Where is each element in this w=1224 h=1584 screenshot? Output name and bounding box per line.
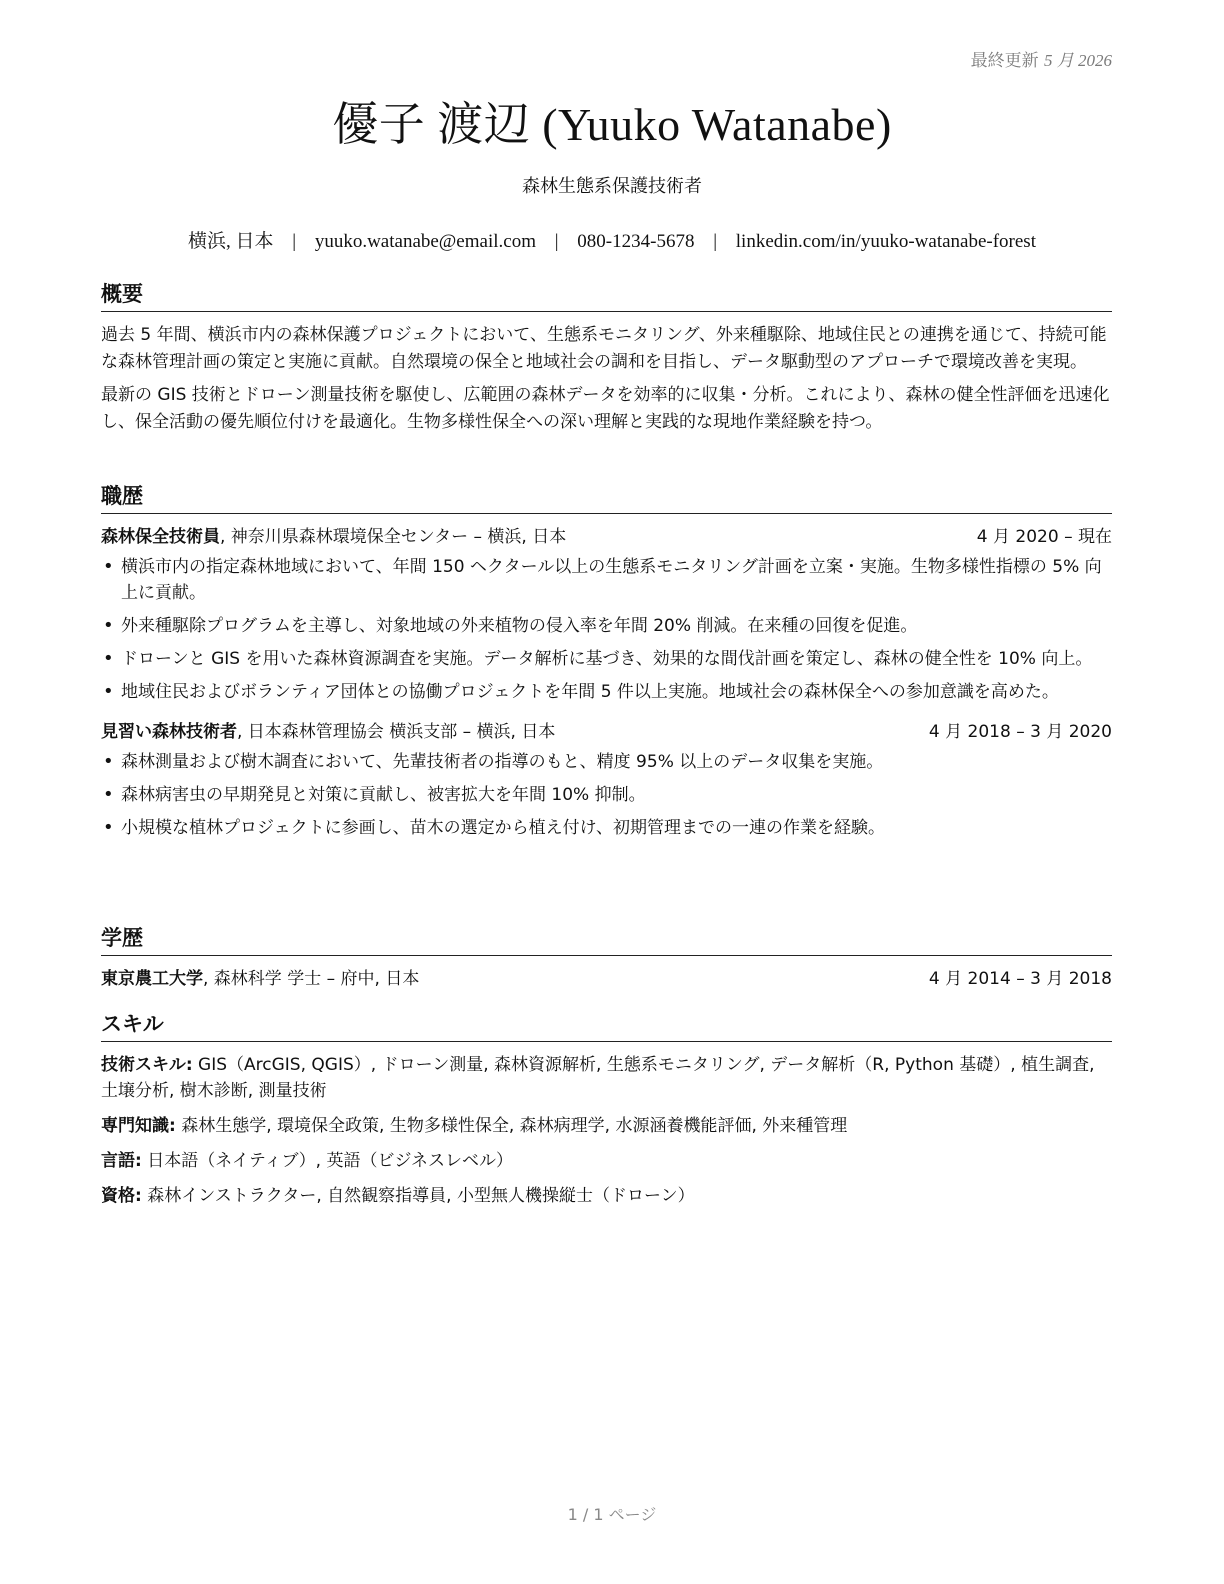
last-updated — [971, 46, 1112, 71]
job-entry — [101, 719, 1112, 841]
skill-value: 日本語（ネイティブ）, 英語（ビジネスレベル） — [141, 1151, 513, 1171]
job-bullet: • 小規模な植林プロジェクトに参画し、苗木の選定から植え付け、初期管理までの一連の作業を経験。 — [101, 815, 1112, 841]
contact-linkedin[interactable]: linkedin.com/in/yuuko-watanabe-forest — [735, 231, 1036, 252]
job-bullet: • 外来種駆除プログラムを主導し、対象地域の外来植物の侵入率を年間 20% 削減。在来種の回復を促進。 — [101, 613, 1112, 639]
job-bullet: • 横浜市内の指定森林地域において、年間 150 ヘクタール以上の生態系モニタリング計画を立案・実施。生物多様性指標の 5% 向上に貢献。 — [101, 554, 1112, 606]
contact-phone: 080-1234-5678 — [577, 231, 695, 252]
job-bullets — [101, 554, 1112, 705]
section-title-skills: スキル — [101, 1008, 1112, 1042]
skill-line — [101, 1148, 1112, 1174]
summary-paragraph: 過去 5 年間、横浜市内の森林保護プロジェクトにおいて、生態系モニタリング、外来種駆除、地域住民との連携を通じて、持続可能な森林管理計画の策定と実施に貢献。自然環境の保全と地域社会の調和を目指し、データ駆動型のアプローチで環境改善を実現。 — [101, 325, 1107, 372]
job-header — [101, 524, 1112, 550]
job-organization: , 日本森林管理協会 横浜支部 – 横浜, 日本 — [237, 722, 556, 742]
job-bullet: • 森林病害虫の早期発見と対策に貢献し、被害拡大を年間 10% 抑制。 — [101, 782, 1112, 808]
job-bullet: • 森林測量および樹木調査において、先輩技術者の指導のもと、精度 95% 以上のデータ収集を実施。 — [101, 749, 1112, 775]
skill-line — [101, 1113, 1112, 1139]
page-number: 1 / 1 ページ — [567, 1505, 657, 1524]
summary-section — [101, 278, 1112, 442]
job-bullet: • 地域住民およびボランティア団体との協働プロジェクトを年間 5 件以上実施。地域社会の森林保全への参加意識を高めた。 — [101, 679, 1112, 705]
education-school: 東京農工大学 — [101, 969, 203, 989]
skill-label: 言語: — [101, 1151, 142, 1171]
job-dates: 4 月 2018 – 3 月 2020 — [928, 722, 1112, 742]
job-bullet: • ドローンと GIS を用いた森林資源調査を実施。データ解析に基づき、効果的な間伐計画を策定し、森林の健全性を 10% 向上。 — [101, 646, 1112, 672]
education-section — [101, 922, 1112, 996]
skill-label: 技術スキル: — [101, 1055, 193, 1075]
contact-separator: | — [554, 231, 559, 252]
job-role: 森林保全技術員 — [101, 527, 220, 547]
education-detail: , 森林科学 学士 – 府中, 日本 — [203, 969, 420, 989]
contact-separator: | — [292, 231, 297, 252]
section-title-experience: 職歴 — [101, 480, 1112, 514]
experience-section — [101, 480, 1112, 848]
skill-label: 資格: — [101, 1186, 142, 1206]
skill-line — [101, 1183, 1112, 1209]
last-updated-date: 5 月 2026 — [1044, 51, 1112, 70]
section-title-summary: 概要 — [101, 278, 1112, 312]
skills-section — [101, 1008, 1112, 1218]
job-entry — [101, 524, 1112, 705]
skill-value: 森林生態学, 環境保全政策, 生物多様性保全, 森林病理学, 水源涵養機能評価, 外来種管理 — [175, 1116, 848, 1136]
job-role: 見習い森林技術者 — [101, 722, 237, 742]
education-dates: 4 月 2014 – 3 月 2018 — [928, 969, 1112, 989]
skill-label: 専門知識: — [101, 1116, 176, 1136]
last-updated-label: 最終更新 — [970, 51, 1039, 71]
summary-paragraph: 最新の GIS 技術とドローン測量技術を駆使し、広範囲の森林データを効率的に収集・分析。これにより、森林の健全性評価を迅速化し、保全活動の優先順位付けを最適化。生物多様性保全への深い理解と実践的な現地作業経験を持つ。 — [101, 385, 1110, 432]
job-header — [101, 719, 1112, 745]
job-organization: , 神奈川県森林環境保全センター – 横浜, 日本 — [220, 527, 567, 547]
skill-value: 森林インストラクター, 自然観察指導員, 小型無人機操縦士（ドローン） — [141, 1186, 695, 1206]
job-bullets — [101, 749, 1112, 841]
contact-location: 横浜, 日本 — [188, 231, 274, 252]
candidate-name: 優子 渡辺 (Yuuko Watanabe) — [332, 99, 892, 150]
contact-line — [0, 226, 1224, 253]
section-title-education: 学歴 — [101, 922, 1112, 956]
skill-line — [101, 1052, 1112, 1104]
contact-email[interactable]: yuuko.watanabe@email.com — [314, 231, 536, 252]
contact-separator: | — [713, 231, 718, 252]
job-title: 森林生態系保護技術者 — [522, 176, 702, 197]
job-dates: 4 月 2020 – 現在 — [976, 527, 1112, 547]
skill-value: GIS（ArcGIS, QGIS）, ドローン測量, 森林資源解析, 生態系モニタリング, データ解析（R, Python 基礎）, 植生調査, 土壌分析, 樹木診断, 測量技術 — [101, 1055, 1095, 1101]
education-entry — [101, 966, 1112, 992]
